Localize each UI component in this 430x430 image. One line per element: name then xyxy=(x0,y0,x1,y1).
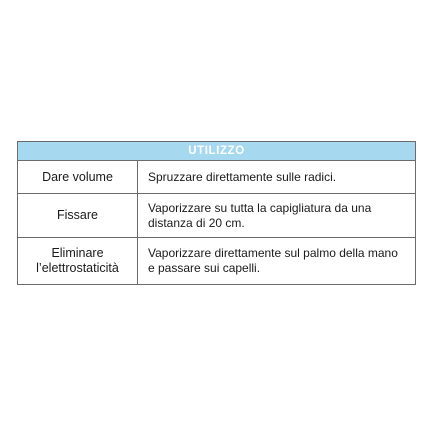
table-header-title: UTILIZZO xyxy=(188,145,245,157)
row-description: Vaporizzare su tutta la capigliatura da una distanza di 20 cm. xyxy=(148,200,372,230)
row-label: Fissare xyxy=(57,208,98,222)
usage-table xyxy=(17,141,416,285)
table-row xyxy=(18,161,415,194)
table-row xyxy=(18,238,415,284)
row-label-cell xyxy=(18,161,138,193)
row-description-cell xyxy=(138,161,415,193)
row-label-cell xyxy=(18,194,138,237)
row-description: Vaporizzare direttamente sul palmo della mano e passare sui capelli. xyxy=(148,246,398,275)
table-header xyxy=(18,142,415,161)
row-description: Spruzzare direttamente sulle radici. xyxy=(148,169,337,184)
row-description-cell xyxy=(138,194,415,237)
table-row xyxy=(18,194,415,238)
row-label-cell xyxy=(18,238,138,284)
row-label: Dare volume xyxy=(42,169,113,184)
row-description-cell xyxy=(138,238,415,284)
row-label: Eliminare l’elettrostaticità xyxy=(36,246,119,275)
